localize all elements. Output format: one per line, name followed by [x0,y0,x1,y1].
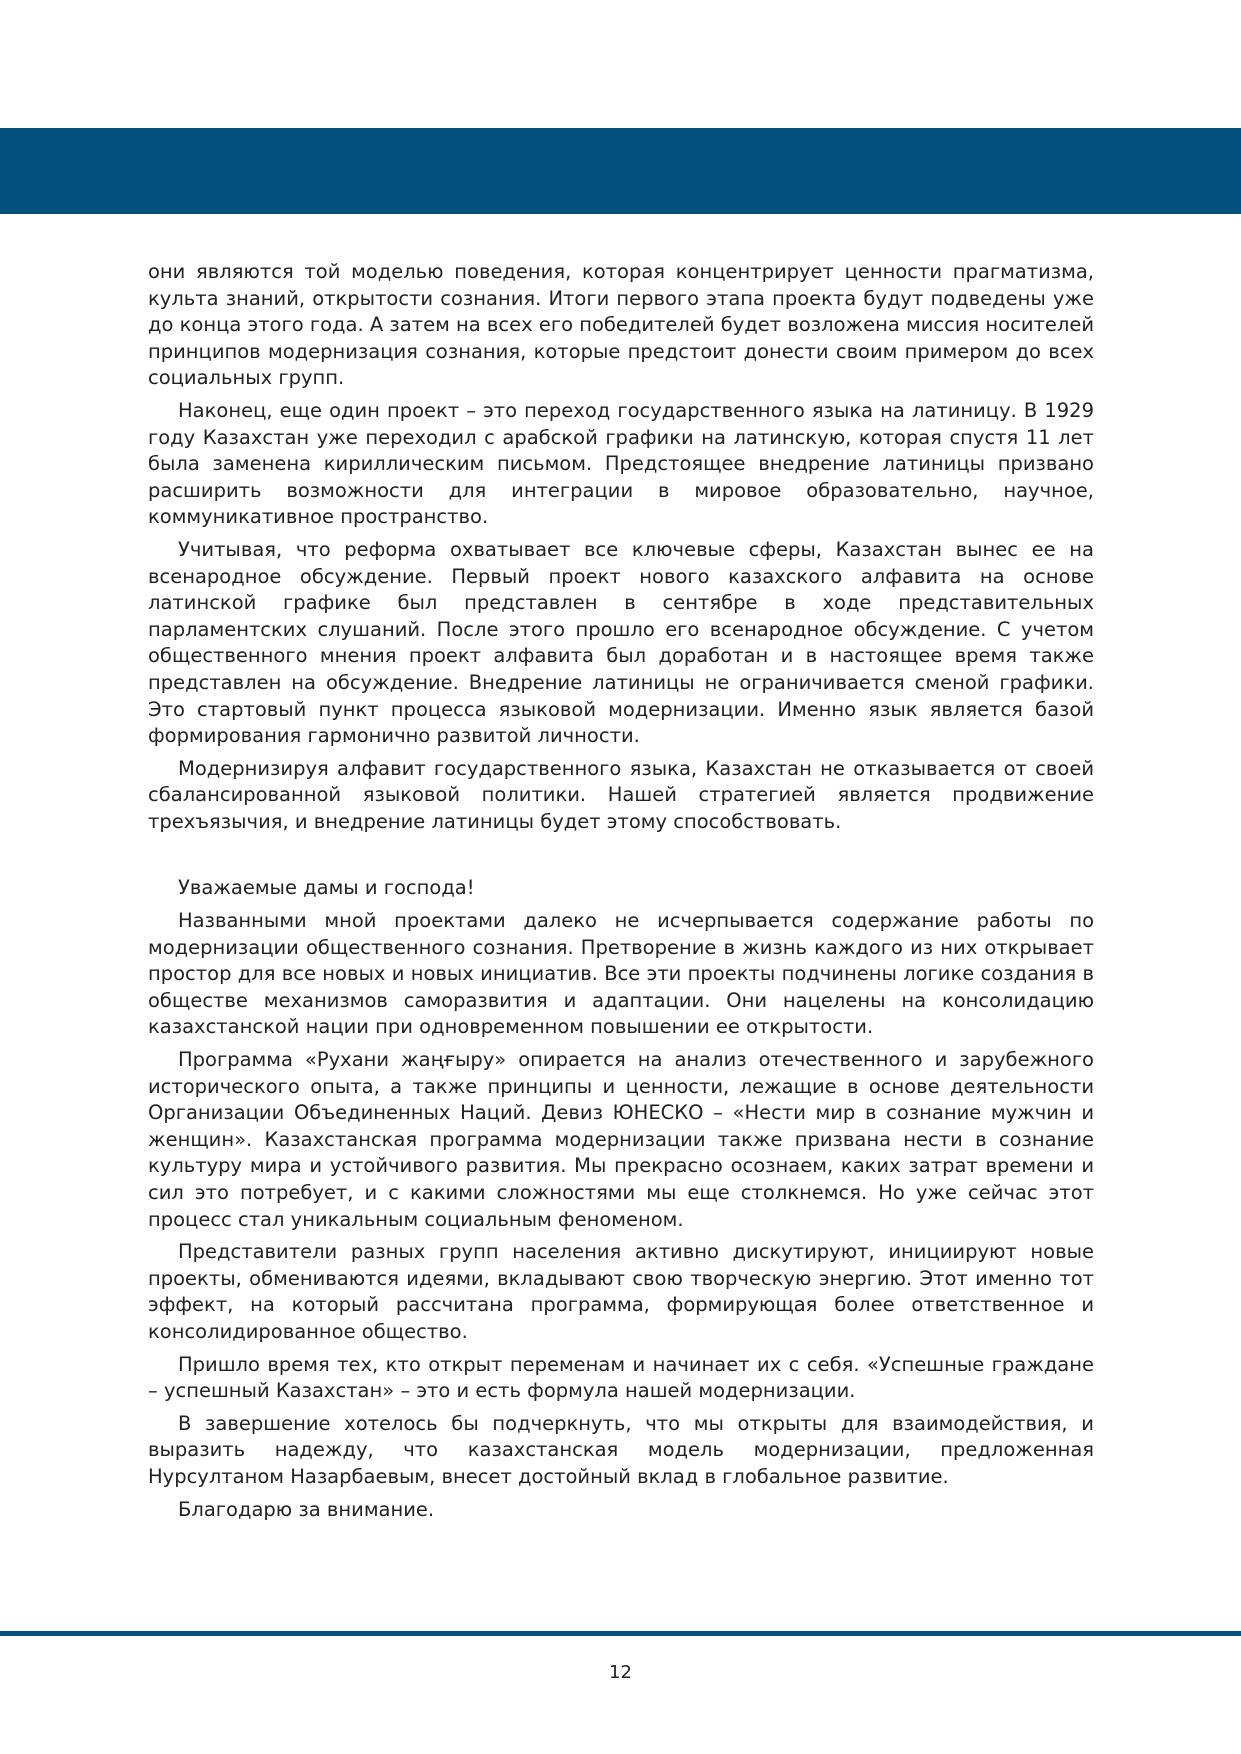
paragraph: Программа «Рухани жаңғыру» опирается на анализ отечественного и зарубежного исторического опыта, а также принципы и ценности, лежащие в основе деятельности Организации Объединенных Наций. Девиз ЮНЕСКО – «Нести мир в сознание мужчин и женщин». Казахстанская программа модернизации также призвана нести в сознание культуру мира и устойчивого развития. Мы прекрасно осознаем, каких затрат времени и сил это потребует, и с какими сложностями мы еще столкнемся. Но уже сейчас этот процесс стал уникальным социальным феноменом. [148,1048,1094,1231]
paragraph: они являются той моделью поведения, которая концентрирует ценности прагматизма, культа знаний, открытости сознания. Итоги первого этапа проекта будут подведены уже до конца этого года. А затем на всех его победителей будет возложена миссия носителей принципов модернизация сознания, которые предстоит донести своим примером до всех социальных групп. [148,260,1094,390]
paragraph: Учитывая, что реформа охватывает все ключевые сферы, Казахстан вынес ее на всенародное обсуждение. Первый проект нового казахского алфавита на основе латинской графике был представлен в сентябре в ходе представительных парламентских слушаний. После этого прошло его всенародное обсуждение. С учетом общественного мнения проект алфавита был доработан и в настоящее время также представлен на обсуждение. Внедрение латиницы не ограничивается сменой графики. Это стартовый пункт процесса языковой модернизации. Именно язык является базой формирования гармонично развитой личности. [148,537,1094,748]
page-number: 12 [609,1662,632,1683]
paragraph: В завершение хотелось бы подчеркнуть, что мы открыты для взаимодействия, и выразить надежду, что казахстанская модель модернизации, предложенная Нурсултаном Назарбаевым, внесет достойный вклад в глобальное развитие. [148,1411,1094,1488]
closing: Благодарю за внимание. [178,1497,435,1521]
footer-rule [0,1631,1241,1636]
paragraph: Модернизируя алфавит государственного языка, Казахстан не отказывается от своей сбалансированной языковой политики. Нашей стратегией является продвижение трехъязычия, и внедрение латиницы будет этому способствовать. [148,756,1094,833]
header-band [0,128,1241,214]
paragraph: Пришло время тех, кто открыт переменам и начинает их с себя. «Успешные граждане – успешный Казахстан» – это и есть формула нашей модернизации. [148,1352,1094,1403]
paragraph: Названными мной проектами далеко не исчерпывается содержание работы по модернизации общественного сознания. Претворение в жизнь каждого из них открывает простор для все новых и новых инициатив. Все эти проекты подчинены логике создания в обществе механизмов саморазвития и адаптации. Они нацелены на консолидацию казахстанской нации при одновременном повышении ее открытости. [148,909,1094,1039]
document-body [148,259,1094,1529]
paragraph: Представители разных групп населения активно дискутируют, инициируют новые проекты, обмениваются идеями, вкладывают свою творческую энергию. Этот именно тот эффект, на который рассчитана программа, формирующая более ответственное и консолидированное общество. [148,1240,1094,1343]
paragraph: Наконец, еще один проект – это переход государственного языка на латиницу. В 1929 году Казахстан уже переходил с арабской графики на латинскую, которая спустя 11 лет была заменена кириллическим письмом. Предстоящее внедрение латиницы призвано расширить возможности для интеграции в мировое образовательно, научное, коммуникативное пространство. [148,398,1094,529]
greeting: Уважаемые дамы и господа! [178,876,475,900]
